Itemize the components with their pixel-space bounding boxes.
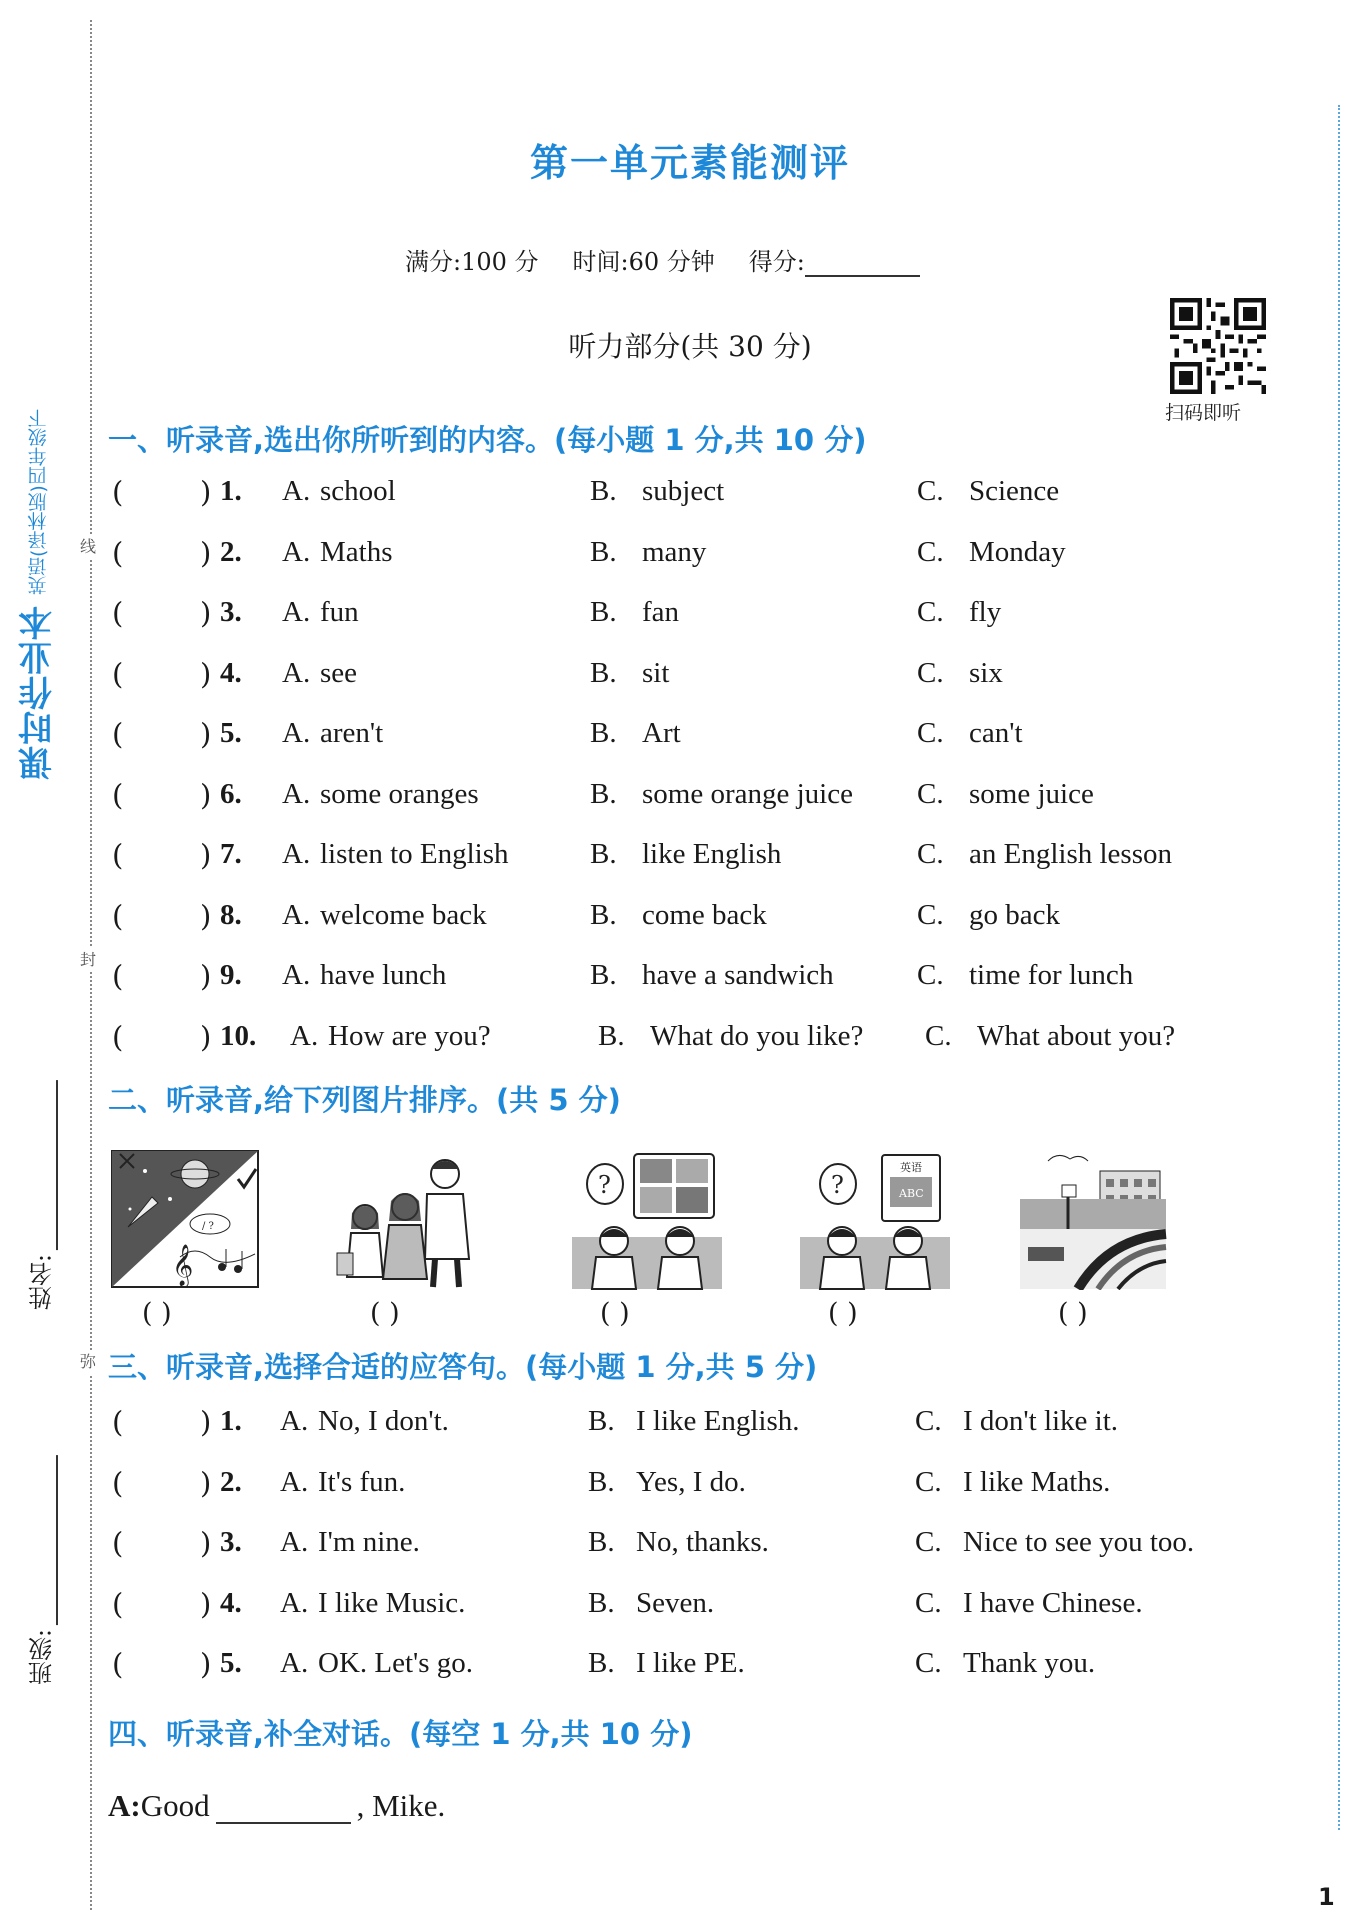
- option-a-label: A.: [282, 898, 311, 931]
- part2-title: 二、听录音,给下列图片排序。(共 5 分): [108, 1083, 621, 1117]
- option-a-text[interactable]: fun: [320, 596, 359, 628]
- option-c-label: C.: [917, 475, 944, 507]
- option-b-text[interactable]: What do you like?: [650, 1019, 864, 1052]
- option-c-text[interactable]: an English lesson: [969, 838, 1172, 870]
- option-a-text[interactable]: aren't: [320, 717, 384, 749]
- answer-paren-open[interactable]: (: [112, 1526, 124, 1560]
- question-row: [112, 717, 1312, 761]
- question-number: 3.: [220, 596, 242, 628]
- option-a-text[interactable]: OK. Let's go.: [318, 1647, 474, 1679]
- dialog-text-after: , Mike.: [356, 1788, 446, 1823]
- option-b-text[interactable]: many: [642, 535, 707, 568]
- dialog-blank-1[interactable]: [216, 1792, 351, 1824]
- page-title: 第一单元素能测评: [529, 141, 850, 185]
- question-row: [112, 959, 1312, 1003]
- answer-paren-close: ): [200, 656, 212, 691]
- option-c-text[interactable]: Thank you.: [963, 1647, 1096, 1679]
- question-number: 6.: [220, 777, 242, 810]
- question-number: 5.: [220, 717, 242, 749]
- class-blank[interactable]: [26, 1455, 58, 1625]
- dialog-line-1: [108, 1788, 445, 1824]
- option-b-label: B.: [590, 596, 617, 628]
- option-a-label: A.: [282, 777, 311, 810]
- picture-answer-4[interactable]: ( ): [828, 1298, 858, 1329]
- book-title-label: 英语: [900, 1161, 922, 1174]
- option-c-text[interactable]: go back: [969, 898, 1060, 931]
- option-b-text[interactable]: I like PE.: [636, 1647, 745, 1679]
- answer-paren-close: ): [200, 1647, 212, 1681]
- question-number: 8.: [220, 898, 242, 931]
- answer-paren-close: ): [200, 717, 212, 751]
- option-a-label: A.: [282, 959, 311, 991]
- class-field[interactable]: [22, 1455, 62, 1685]
- picture-answer-5[interactable]: ( ): [1058, 1298, 1088, 1329]
- option-b-label: B.: [590, 838, 617, 870]
- option-b-text[interactable]: come back: [642, 898, 767, 931]
- option-a-label: A.: [282, 838, 311, 870]
- option-b-label: B.: [590, 898, 617, 931]
- boys-talking-english-book-icon: [800, 1148, 950, 1290]
- svg-text:/ ?: / ?: [202, 1221, 214, 1232]
- option-c-text[interactable]: some juice: [969, 777, 1094, 810]
- option-c-label: C.: [915, 1465, 942, 1498]
- option-c-text[interactable]: I don't like it.: [963, 1405, 1119, 1437]
- speaker-a: A:: [108, 1788, 141, 1823]
- answer-paren-close: ): [200, 475, 212, 509]
- answer-paren-open[interactable]: (: [112, 1647, 124, 1681]
- option-a-text[interactable]: have lunch: [320, 959, 447, 991]
- option-a-text[interactable]: school: [320, 475, 396, 507]
- dialog-text-before: Good: [140, 1788, 210, 1823]
- option-b-text[interactable]: Yes, I do.: [636, 1465, 746, 1498]
- answer-paren-open[interactable]: (: [112, 838, 124, 872]
- option-a-label: A.: [280, 1465, 309, 1498]
- question-row: [112, 1466, 1312, 1510]
- picture-answer-3[interactable]: ( ): [600, 1298, 630, 1329]
- option-c-text[interactable]: I like Maths.: [963, 1465, 1111, 1498]
- option-b-label: B.: [588, 1647, 615, 1679]
- option-b-label: B.: [590, 717, 617, 749]
- book-cover-label: ABC: [899, 1187, 924, 1200]
- question-number: 2.: [220, 535, 242, 568]
- book-spine-label: [18, 330, 58, 780]
- option-a-text[interactable]: Maths: [320, 535, 393, 568]
- option-b-label: B.: [588, 1526, 615, 1558]
- question-row: [112, 778, 1312, 822]
- question-row: [112, 475, 1312, 519]
- option-b-text[interactable]: subject: [642, 475, 725, 507]
- answer-paren-open[interactable]: (: [112, 535, 124, 570]
- option-c-label: C.: [917, 777, 944, 810]
- class-label: 班级:: [28, 1629, 57, 1686]
- question-row: [112, 536, 1312, 580]
- option-a-text[interactable]: welcome back: [320, 898, 487, 931]
- option-c-label: C.: [915, 1405, 942, 1437]
- question-row: [112, 1020, 1312, 1064]
- option-c-label: C.: [925, 1019, 952, 1052]
- question-number: 4.: [220, 656, 242, 689]
- option-c-label: C.: [915, 1586, 942, 1619]
- question-row: [112, 1587, 1312, 1631]
- option-b-text[interactable]: fan: [642, 596, 680, 628]
- name-blank[interactable]: [26, 1080, 58, 1250]
- question-number: 7.: [220, 838, 242, 870]
- exam-time: 时间:60 分钟: [572, 248, 715, 276]
- option-b-text[interactable]: No, thanks.: [636, 1526, 769, 1558]
- option-b-text[interactable]: Seven.: [636, 1586, 715, 1619]
- answer-paren-close: ): [200, 535, 212, 570]
- answer-paren-open[interactable]: (: [112, 717, 124, 751]
- svg-text:?: ?: [598, 1171, 611, 1199]
- option-a-label: A.: [282, 656, 311, 689]
- score-field: [749, 242, 920, 277]
- question-number: 5.: [220, 1647, 242, 1679]
- picture-answer-1[interactable]: ( ): [142, 1298, 172, 1329]
- subjects-collage-icon: [110, 1148, 260, 1290]
- picture-answer-2[interactable]: ( ): [370, 1298, 400, 1329]
- answer-paren-close: ): [200, 1405, 212, 1439]
- option-c-label: C.: [917, 898, 944, 931]
- option-c-label: C.: [917, 535, 944, 568]
- question-row: [112, 899, 1312, 943]
- answer-paren-open[interactable]: (: [112, 1405, 124, 1439]
- answer-paren-close: ): [200, 596, 212, 630]
- name-label: 姓名:: [28, 1254, 57, 1311]
- option-b-text[interactable]: have a sandwich: [642, 959, 834, 991]
- option-a-label: A.: [282, 535, 311, 568]
- part1-title: 一、听录音,选出你所听到的内容。(每小题 1 分,共 10 分): [108, 423, 867, 457]
- score-label: 得分:: [748, 248, 805, 276]
- option-b-text[interactable]: I like English.: [636, 1405, 800, 1437]
- option-c-text[interactable]: Monday: [969, 535, 1066, 568]
- question-row: [112, 1405, 1312, 1449]
- option-a-text[interactable]: some oranges: [320, 777, 479, 810]
- question-number: 9.: [220, 959, 242, 991]
- option-a-label: A.: [280, 1586, 309, 1619]
- answer-paren-open[interactable]: (: [112, 1465, 124, 1500]
- qr-code-icon[interactable]: [1170, 298, 1266, 394]
- boys-talking-timetable-icon: [572, 1148, 722, 1290]
- option-b-label: B.: [588, 1405, 615, 1437]
- option-c-text[interactable]: Nice to see you too.: [963, 1526, 1195, 1558]
- option-c-label: C.: [917, 717, 944, 749]
- full-score: 满分:100 分: [405, 248, 539, 276]
- option-b-label: B.: [590, 535, 617, 568]
- section-heading: 听力部分(共 30 分): [568, 330, 812, 363]
- option-b-label: B.: [588, 1586, 615, 1619]
- part3-title: 三、听录音,选择合适的应答句。(每小题 1 分,共 5 分): [108, 1350, 818, 1384]
- option-c-label: C.: [915, 1647, 942, 1679]
- option-a-label: A.: [290, 1019, 319, 1052]
- option-a-label: A.: [282, 717, 311, 749]
- family-icon: [335, 1148, 485, 1290]
- option-b-label: B.: [590, 777, 617, 810]
- option-c-text[interactable]: time for lunch: [969, 959, 1134, 991]
- svg-text:𝄞: 𝄞: [172, 1245, 194, 1286]
- option-c-text[interactable]: I have Chinese.: [963, 1586, 1143, 1619]
- option-a-text[interactable]: How are you?: [328, 1019, 491, 1052]
- option-b-text[interactable]: sit: [642, 656, 670, 689]
- option-a-label: A.: [282, 596, 311, 628]
- question-number: 2.: [220, 1465, 242, 1498]
- option-a-text[interactable]: No, I don't.: [318, 1405, 449, 1437]
- cut-label-line: 线: [80, 535, 96, 559]
- exam-meta: [405, 242, 920, 277]
- option-c-label: C.: [917, 596, 944, 628]
- option-b-text[interactable]: like English: [642, 838, 782, 870]
- answer-paren-open[interactable]: (: [112, 1019, 124, 1054]
- question-row: [112, 1647, 1312, 1691]
- option-b-text[interactable]: some orange juice: [642, 777, 853, 810]
- answer-paren-close: ): [200, 838, 212, 872]
- question-number: 1.: [220, 475, 242, 507]
- option-c-label: C.: [917, 838, 944, 870]
- question-number: 3.: [220, 1526, 242, 1558]
- answer-paren-close: ): [200, 1526, 212, 1560]
- book-info: 英语(译林版)四年级下: [27, 409, 50, 595]
- option-a-label: A.: [280, 1405, 309, 1437]
- answer-paren-open[interactable]: (: [112, 959, 124, 993]
- score-blank[interactable]: [805, 249, 920, 277]
- answer-paren-open[interactable]: (: [112, 596, 124, 630]
- option-b-label: B.: [590, 656, 617, 689]
- option-a-text[interactable]: It's fun.: [318, 1465, 406, 1498]
- answer-paren-close: ): [200, 1586, 212, 1621]
- option-c-label: C.: [917, 656, 944, 689]
- option-a-label: A.: [280, 1526, 309, 1558]
- option-c-text[interactable]: What about you?: [977, 1019, 1176, 1052]
- answer-paren-close: ): [200, 959, 212, 993]
- brand-name: 课时作业本: [18, 605, 59, 780]
- answer-paren-open[interactable]: (: [112, 656, 124, 691]
- option-c-text[interactable]: Science: [969, 475, 1060, 507]
- option-b-text[interactable]: Art: [642, 717, 681, 749]
- cut-label-seal: 封: [80, 948, 96, 972]
- question-row: [112, 596, 1312, 640]
- option-a-label: A.: [282, 475, 311, 507]
- option-a-label: A.: [280, 1647, 309, 1679]
- question-row: [112, 657, 1312, 701]
- option-c-label: C.: [915, 1526, 942, 1558]
- answer-paren-close: ): [200, 777, 212, 812]
- answer-paren-open[interactable]: (: [112, 898, 124, 933]
- option-a-text[interactable]: I like Music.: [318, 1586, 466, 1619]
- option-c-label: C.: [917, 959, 944, 991]
- svg-text:?: ?: [831, 1171, 844, 1199]
- option-c-text[interactable]: can't: [969, 717, 1023, 749]
- school-playground-icon: [1018, 1148, 1168, 1290]
- option-a-text[interactable]: listen to English: [320, 838, 509, 870]
- option-b-label: B.: [590, 475, 617, 507]
- question-number: 1.: [220, 1405, 242, 1437]
- option-c-text[interactable]: six: [969, 656, 1003, 689]
- option-b-label: B.: [590, 959, 617, 991]
- option-b-label: B.: [598, 1019, 625, 1052]
- answer-paren-open[interactable]: (: [112, 777, 124, 812]
- option-b-label: B.: [588, 1465, 615, 1498]
- answer-paren-close: ): [200, 1019, 212, 1054]
- answer-paren-open[interactable]: (: [112, 1586, 124, 1621]
- question-number: 10.: [220, 1019, 257, 1052]
- part4-title: 四、听录音,补全对话。(每空 1 分,共 10 分): [108, 1717, 693, 1751]
- question-number: 4.: [220, 1586, 242, 1619]
- answer-paren-close: ): [200, 898, 212, 933]
- page-number: 1: [1318, 1883, 1335, 1911]
- option-a-text[interactable]: I'm nine.: [318, 1526, 420, 1558]
- option-a-text[interactable]: see: [320, 656, 358, 689]
- question-row: [112, 1526, 1312, 1570]
- cut-label-close: 弥: [80, 1350, 96, 1374]
- name-field[interactable]: [22, 1080, 62, 1310]
- answer-paren-open[interactable]: (: [112, 475, 124, 509]
- option-c-text[interactable]: fly: [969, 596, 1002, 628]
- answer-paren-close: ): [200, 1465, 212, 1500]
- question-row: [112, 838, 1312, 882]
- qr-label: 扫码即听: [1165, 402, 1242, 424]
